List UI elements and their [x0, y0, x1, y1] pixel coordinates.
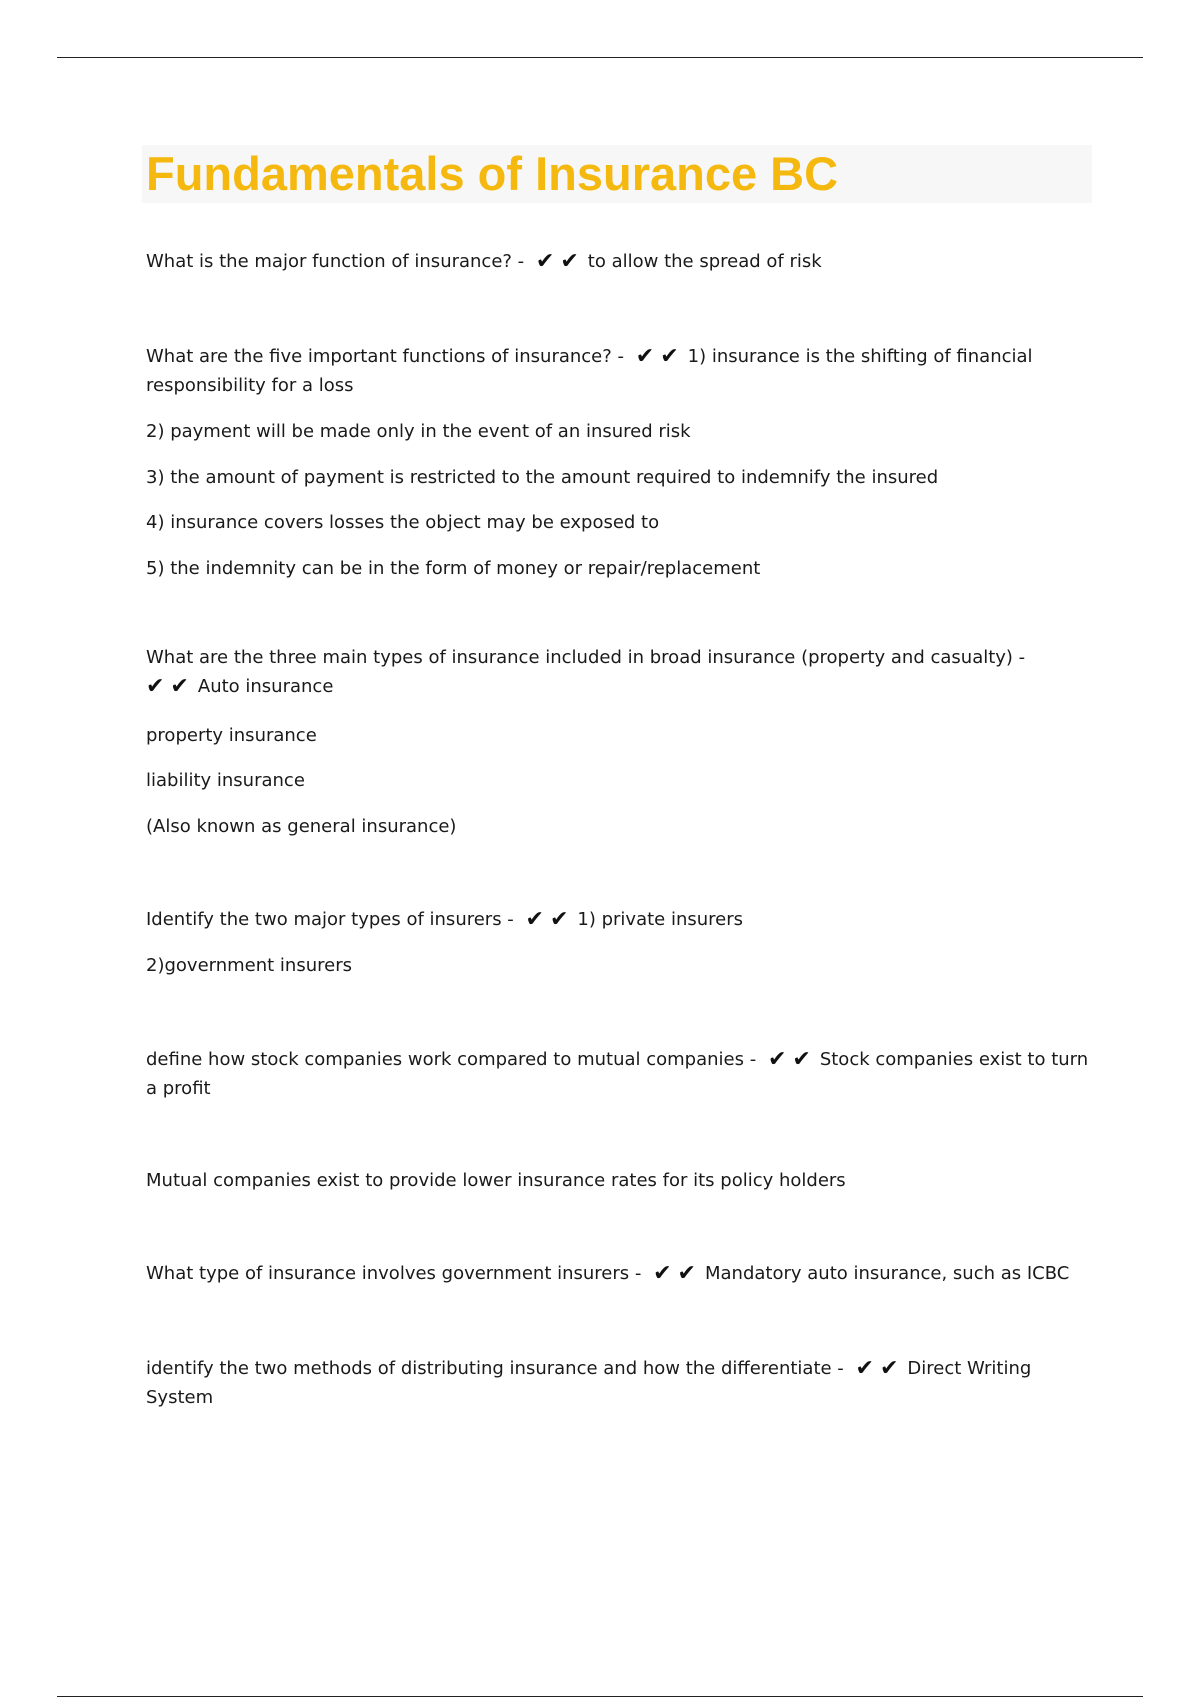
answer-line: (Also known as general insurance) [146, 816, 457, 837]
question-text: What are the three main types of insurance included in broad insurance (property and casualty) - [146, 647, 1026, 668]
question-text: define how stock companies work compared to mutual companies - [146, 1049, 757, 1070]
answer-text: Direct Writing [907, 1358, 1032, 1379]
check-mark-icon: ✔✔ [767, 1047, 817, 1072]
answer-text: a profit [146, 1078, 211, 1099]
check-mark-icon: ✔✔ [855, 1356, 905, 1381]
qa-item-3 [146, 643, 1096, 701]
answer-line: 2) payment will be made only in the event of an insured risk [146, 421, 691, 442]
answer-line: liability insurance [146, 770, 305, 791]
answer-text: responsibility for a loss [146, 375, 354, 396]
bottom-rule [57, 1696, 1143, 1697]
answer-line: Mutual companies exist to provide lower insurance rates for its policy holders [146, 1170, 846, 1191]
document-title: Fundamentals of Insurance BC [146, 147, 839, 200]
answer-text: Auto insurance [197, 676, 334, 697]
answer-text: 1) insurance is the shifting of financial [687, 346, 1033, 367]
answer-text: Stock companies exist to turn [819, 1049, 1089, 1070]
question-text: What is the major function of insurance? - [146, 251, 525, 272]
check-mark-icon: ✔✔ [653, 1261, 702, 1286]
question-text: Identify the two major types of insurers - [146, 909, 514, 930]
check-mark-icon: ✔✔ [635, 344, 685, 369]
check-mark-icon: ✔✔ [525, 907, 575, 932]
qa-item-6 [146, 1259, 1096, 1288]
qa-item-4 [146, 905, 1096, 934]
answer-line: 4) insurance covers losses the object may be exposed to [146, 512, 660, 533]
answer-line: 2)government insurers [146, 955, 352, 976]
question-text: What are the five important functions of insurance? - [146, 346, 625, 367]
check-mark-icon: ✔✔ [535, 249, 585, 274]
question-text: identify the two methods of distributing insurance and how the differentiate - [146, 1358, 844, 1379]
answer-text: to allow the spread of risk [587, 251, 822, 272]
top-rule [57, 57, 1143, 58]
answer-text: 1) private insurers [577, 909, 744, 930]
answer-line: 3) the amount of payment is restricted to the amount required to indemnify the insured [146, 467, 939, 488]
qa-item-1 [146, 247, 1096, 276]
answer-text: System [146, 1387, 214, 1408]
qa-item-5 [146, 1045, 1096, 1103]
question-text: What type of insurance involves government insurers - [146, 1263, 642, 1284]
answer-text: Mandatory auto insurance, such as ICBC [704, 1263, 1070, 1284]
qa-item-7 [146, 1354, 1096, 1412]
answer-line: property insurance [146, 725, 317, 746]
check-mark-icon: ✔✔ [146, 674, 195, 699]
qa-item-2 [146, 342, 1096, 400]
answer-line: 5) the indemnity can be in the form of money or repair/replacement [146, 558, 761, 579]
